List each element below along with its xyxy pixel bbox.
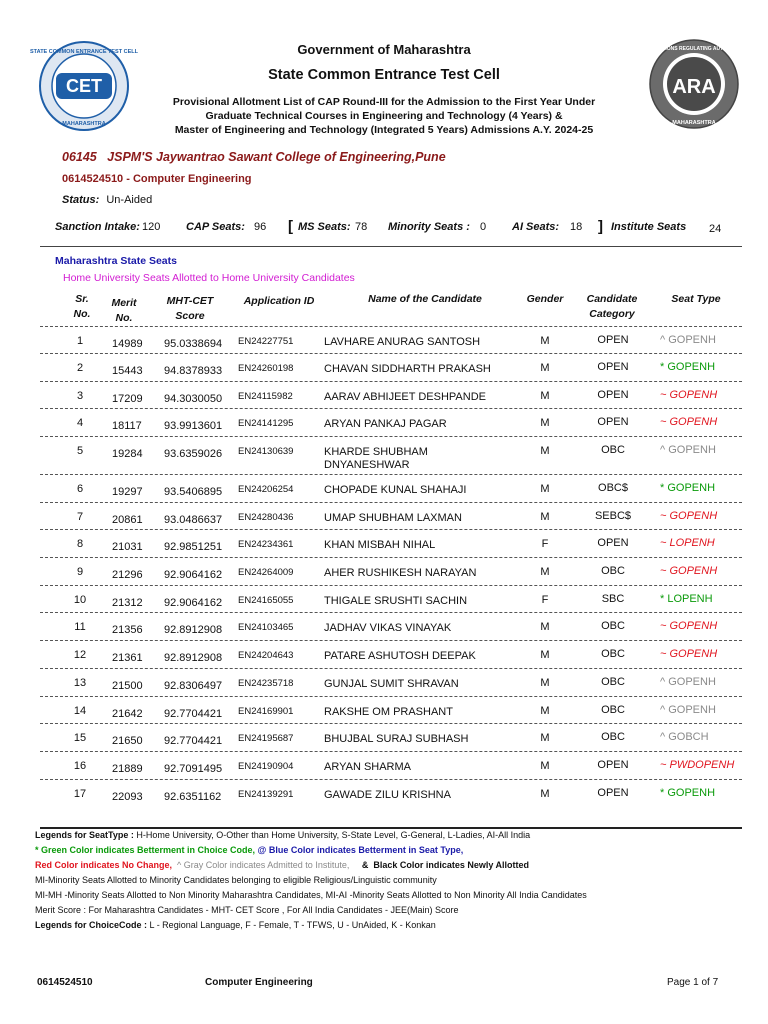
candidate-category: OBC: [601, 620, 625, 632]
sr-no: 17: [73, 788, 87, 800]
sr-no: 7: [76, 511, 84, 523]
merit-no: 14989: [112, 338, 143, 350]
row-separator: [40, 751, 742, 752]
mht-cet-score: 92.7704421: [164, 735, 223, 747]
application-id: EN24264009: [238, 567, 294, 578]
application-id: EN24139291: [238, 789, 294, 800]
sr-no: 4: [76, 417, 84, 429]
legend-seattype-text: H-Home University, O-Other than Home University, S-State Level, G-General, L-Ladies, AI-All India: [133, 830, 531, 840]
merit-no: 18117: [112, 420, 142, 432]
seat-type: ~ GOPENH: [660, 648, 718, 660]
seat-type: ^ GOPENH: [660, 704, 716, 716]
col-seat: Seat Type: [671, 293, 721, 305]
candidate-name: JADHAV VIKAS VINAYAK: [324, 622, 452, 634]
row-separator: [40, 723, 742, 724]
seat-type: * GOPENH: [660, 482, 716, 494]
legend-choice: [35, 918, 755, 933]
col-category: [576, 292, 648, 322]
status: [62, 194, 152, 206]
mht-cet-score: 92.8306497: [164, 680, 223, 692]
header-government: Government of Maharashtra: [297, 42, 471, 57]
application-id: EN24227751: [238, 336, 294, 347]
gender: F: [541, 594, 549, 606]
col-app: Application ID: [243, 295, 315, 307]
col-sr: [66, 292, 98, 322]
candidate-category: SEBC$: [594, 510, 632, 522]
gender: M: [540, 732, 550, 744]
sr-no: 16: [73, 760, 87, 772]
row-separator: [40, 585, 742, 586]
mht-cet-score: 93.6359026: [164, 448, 223, 460]
legend-choice-label: Legends for ChoiceCode :: [35, 920, 148, 930]
seat-type: * GOPENH: [660, 361, 716, 373]
candidate-category: OPEN: [597, 759, 629, 771]
application-id: EN24235718: [238, 678, 294, 689]
candidate-category: OPEN: [597, 334, 629, 346]
sr-no: 14: [73, 705, 87, 717]
gender: M: [540, 649, 550, 661]
ai-value: 18: [570, 221, 583, 233]
application-id: EN24280436: [238, 512, 294, 523]
merit-no: 20861: [112, 514, 143, 526]
seat-type: ~ GOPENH: [660, 389, 718, 401]
mht-cet-score: 92.8912908: [164, 624, 223, 636]
candidate-category: OBC: [601, 704, 625, 716]
gender: M: [540, 566, 550, 578]
col-score-l1: MHT-CET: [166, 295, 214, 307]
merit-no: 19297: [112, 486, 143, 498]
row-separator: [40, 696, 742, 697]
candidate-category: SBC: [601, 593, 625, 605]
legend-seattype: [35, 828, 755, 843]
candidate-category: OPEN: [597, 787, 629, 799]
institute-value: 24: [709, 223, 722, 235]
legend-blue: @ Blue Color indicates Betterment in Seat Type,: [255, 845, 464, 855]
candidate-category: OBC$: [598, 482, 628, 494]
legend-green: * Green Color indicates Betterment in Choice Code,: [35, 845, 256, 855]
merit-no: 15443: [112, 365, 143, 377]
candidate-name: RAKSHE OM PRASHANT: [324, 706, 453, 718]
seat-type: * GOPENH: [660, 787, 716, 799]
footer-page: Page 1 of 7: [667, 977, 719, 988]
footer-code: 0614524510: [37, 977, 93, 988]
mht-cet-score: 92.8912908: [164, 652, 223, 664]
gender: M: [540, 483, 550, 495]
legend-choice-text: L - Regional Language, F - Female, T - TFWS, U - UnAided, K - Konkan: [147, 920, 436, 930]
candidate-category: OPEN: [597, 537, 629, 549]
col-merit: [104, 296, 144, 326]
seat-type: ~ LOPENH: [660, 537, 715, 549]
mht-cet-score: 93.9913601: [164, 420, 223, 432]
legend-seattype-label: Legends for SeatType :: [35, 830, 134, 840]
candidate-name: CHAVAN SIDDHARTH PRAKASH: [324, 363, 491, 375]
sanction-label: Sanction Intake:: [55, 221, 140, 233]
candidate-category: OBC: [601, 731, 625, 743]
sr-no: 9: [76, 566, 84, 578]
sr-no: 15: [73, 732, 87, 744]
candidate-name: ARYAN SHARMA: [324, 761, 412, 773]
col-merit-l2: No.: [115, 312, 133, 324]
row-separator: [40, 668, 742, 669]
header-sub-line1: Provisional Allotment List of CAP Round-III for the Admission to the First Year Under: [172, 96, 596, 108]
ara-logo-ring: ADMISSIONS REGULATING AUTHORITY: [645, 46, 743, 52]
course-name: 0614524510 - Computer Engineering: [62, 173, 252, 185]
seat-type: ^ GOPENH: [660, 444, 716, 456]
legend-red: Red Color indicates No Change,: [35, 860, 173, 870]
ai-label: AI Seats:: [512, 221, 560, 233]
sr-no: 8: [76, 538, 84, 550]
candidate-name: AARAV ABHIJEET DESHPANDE: [324, 391, 486, 403]
application-id: EN24169901: [238, 706, 294, 717]
mht-cet-score: 93.5406895: [164, 486, 223, 498]
candidate-name: AHER RUSHIKESH NARAYAN: [324, 567, 477, 579]
cet-logo-ring: STATE COMMON ENTRANCE TEST CELL: [30, 49, 138, 55]
candidate-category: OPEN: [597, 361, 629, 373]
legend: [35, 828, 755, 933]
status-label: Status:: [62, 194, 100, 206]
application-id: EN24190904: [238, 761, 294, 772]
sr-no: 1: [76, 335, 84, 347]
seat-type: ~ PWDOPENH: [660, 759, 735, 771]
application-id: EN24234361: [238, 539, 294, 550]
sanction-value: 120: [142, 221, 161, 233]
col-name: Name of the Candidate: [368, 293, 482, 305]
header-sub-line2: Graduate Technical Courses in Engineering and Technology (4 Years) &: [205, 110, 563, 122]
status-value: Un-Aided: [106, 194, 153, 206]
col-gender: Gender: [526, 293, 564, 305]
gender: M: [540, 677, 550, 689]
legend-merit: Merit Score : For Maharashtra Candidates - MHT- CET Score , For All India Candidates - JEE(Main) Score: [35, 905, 459, 915]
candidate-name: GUNJAL SUMIT SHRAVAN: [324, 678, 459, 690]
mht-cet-score: 92.9064162: [164, 597, 223, 609]
merit-no: 19284: [112, 448, 143, 460]
candidate-category: OPEN: [597, 389, 629, 401]
gender: M: [540, 390, 550, 402]
col-cat-l1: Candidate: [586, 293, 638, 305]
row-separator: [40, 436, 742, 437]
row-separator: [40, 408, 742, 409]
merit-no: 21361: [112, 652, 143, 664]
header-subtitle: [0, 95, 768, 137]
candidate-category: OBC: [601, 565, 625, 577]
candidate-name: THIGALE SRUSHTI SACHIN: [324, 595, 468, 607]
candidate-category: OBC: [601, 676, 625, 688]
mht-cet-score: 92.6351162: [164, 791, 222, 803]
legend-gray: ^ Gray Color indicates Admitted to Institute,: [172, 860, 350, 870]
merit-no: 21296: [112, 569, 143, 581]
cet-logo-bottom: MAHARASHTRA: [62, 121, 106, 127]
legend-mimh: MI-MH -Minority Seats Allotted to Non Minority Maharashtra Candidates, MI-AI -Minority Seats Allotted to Non Minority All India Candidates: [35, 890, 587, 900]
seat-type: * LOPENH: [660, 593, 713, 605]
row-separator: [40, 474, 742, 475]
seat-type: ^ GOPENH: [660, 676, 716, 688]
candidate-name: PATARE ASHUTOSH DEEPAK: [324, 650, 476, 662]
mht-cet-score: 93.0486637: [164, 514, 223, 526]
gender: M: [540, 445, 550, 457]
col-sr-l1: Sr.: [75, 293, 89, 305]
sr-no: 2: [76, 362, 84, 374]
candidate-name: GAWADE ZILU KRISHNA: [324, 789, 451, 801]
candidate-name: KHARDE SHUBHAM DNYANESHWAR: [324, 446, 428, 471]
candidate-category: OBC: [601, 648, 625, 660]
row-separator: [40, 326, 742, 327]
row-separator: [40, 353, 742, 354]
section-title: Maharashtra State Seats: [55, 255, 177, 267]
col-score-l2: Score: [175, 310, 205, 322]
legend-mi: MI-Minority Seats Allotted to Minority Candidates belonging to eligible Religious/Linguistic community: [35, 875, 437, 885]
gender: M: [540, 335, 550, 347]
college-name: 06145 JSPM'S Jaywantrao Sawant College of Engineering,Pune: [62, 150, 446, 164]
candidate-name: LAVHARE ANURAG SANTOSH: [324, 336, 481, 348]
row-separator: [40, 779, 742, 780]
candidate-name: BHUJBAL SURAJ SUBHASH: [324, 733, 469, 745]
seat-type: ^ GOPENH: [660, 334, 716, 346]
candidate-category: OBC: [601, 444, 625, 456]
footer-course: Computer Engineering: [205, 977, 313, 988]
application-id: EN24130639: [238, 446, 294, 457]
section-subtitle: Home University Seats Allotted to Home University Candidates: [63, 272, 355, 284]
merit-no: 22093: [112, 791, 143, 803]
application-id: EN24195687: [238, 733, 294, 744]
sr-no: 10: [73, 594, 87, 606]
row-separator: [40, 502, 742, 503]
gender: M: [540, 760, 550, 772]
row-separator: [40, 612, 742, 613]
seat-type: ~ GOPENH: [660, 416, 718, 428]
application-id: EN24115982: [238, 391, 293, 402]
header-cell-name: State Common Entrance Test Cell: [268, 67, 500, 83]
gender: F: [541, 538, 549, 550]
gender: M: [540, 788, 550, 800]
col-sr-l2: No.: [73, 308, 91, 320]
candidate-name: UMAP SHUBHAM LAXMAN: [324, 512, 462, 524]
seat-type: ~ GOPENH: [660, 620, 718, 632]
row-separator: [40, 557, 742, 558]
gender: M: [540, 362, 550, 374]
mht-cet-score: 92.7091495: [164, 763, 223, 775]
merit-no: 21031: [112, 541, 143, 553]
application-id: EN24165055: [238, 595, 294, 606]
cet-logo-text: CET: [66, 76, 102, 96]
sr-no: 12: [73, 649, 87, 661]
mht-cet-score: 94.3030050: [164, 393, 223, 405]
col-merit-l1: Merit: [111, 297, 137, 309]
sr-no: 3: [76, 390, 84, 402]
candidate-category: OPEN: [597, 416, 629, 428]
row-separator: [40, 640, 742, 641]
divider: [40, 246, 742, 247]
merit-no: 21642: [112, 708, 143, 720]
candidate-name: ARYAN PANKAJ PAGAR: [324, 418, 447, 430]
cap-value: 96: [254, 221, 267, 233]
row-separator: [40, 529, 742, 530]
legend-colors2: [35, 858, 755, 873]
legend-black: & Black Color indicates Newly Allotted: [349, 860, 530, 870]
institute-label: Institute Seats: [611, 221, 687, 233]
mht-cet-score: 92.9064162: [164, 569, 223, 581]
row-separator: [40, 381, 742, 382]
open-bracket: [: [288, 218, 293, 235]
mht-cet-score: 94.8378933: [164, 365, 223, 377]
merit-no: 21889: [112, 763, 143, 775]
candidate-name: KHAN MISBAH NIHAL: [324, 539, 436, 551]
ms-value: 78: [355, 221, 368, 233]
application-id: EN24206254: [238, 484, 294, 495]
merit-no: 17209: [112, 393, 143, 405]
sr-no: 13: [73, 677, 87, 689]
merit-no: 21312: [112, 597, 143, 609]
application-id: EN24103465: [238, 622, 294, 633]
application-id: EN24260198: [238, 363, 294, 374]
minority-label: Minority Seats :: [388, 221, 470, 233]
application-id: EN24204643: [238, 650, 294, 661]
mht-cet-score: 92.9851251: [164, 541, 223, 553]
gender: M: [540, 511, 550, 523]
sr-no: 5: [76, 445, 84, 457]
col-cat-l2: Category: [589, 308, 635, 320]
ara-logo-text: ARA: [672, 76, 716, 98]
header-sub-line3: Master of Engineering and Technology (Integrated 5 Years) Admissions A.Y. 2024-25: [174, 124, 594, 136]
gender: M: [540, 621, 550, 633]
merit-no: 21356: [112, 624, 143, 636]
merit-no: 21650: [112, 735, 143, 747]
ms-label: MS Seats:: [298, 221, 351, 233]
gender: M: [540, 417, 550, 429]
col-score: [154, 294, 226, 324]
seat-type: ~ GOPENH: [660, 565, 718, 577]
cap-label: CAP Seats:: [186, 221, 245, 233]
merit-no: 21500: [112, 680, 143, 692]
mht-cet-score: 95.0338694: [164, 338, 223, 350]
seat-type: ^ GOBCH: [660, 731, 709, 743]
sr-no: 6: [76, 483, 84, 495]
legend-colors: [35, 843, 755, 858]
gender: M: [540, 705, 550, 717]
candidate-name: CHOPADE KUNAL SHAHAJI: [324, 484, 467, 496]
ara-logo-bottom: MAHARASHTRA: [672, 120, 716, 126]
seat-type: ~ GOPENH: [660, 510, 718, 522]
application-id: EN24141295: [238, 418, 294, 429]
mht-cet-score: 92.7704421: [164, 708, 223, 720]
sr-no: 11: [74, 621, 86, 633]
minority-value: 0: [480, 221, 487, 233]
close-bracket: ]: [598, 218, 603, 235]
